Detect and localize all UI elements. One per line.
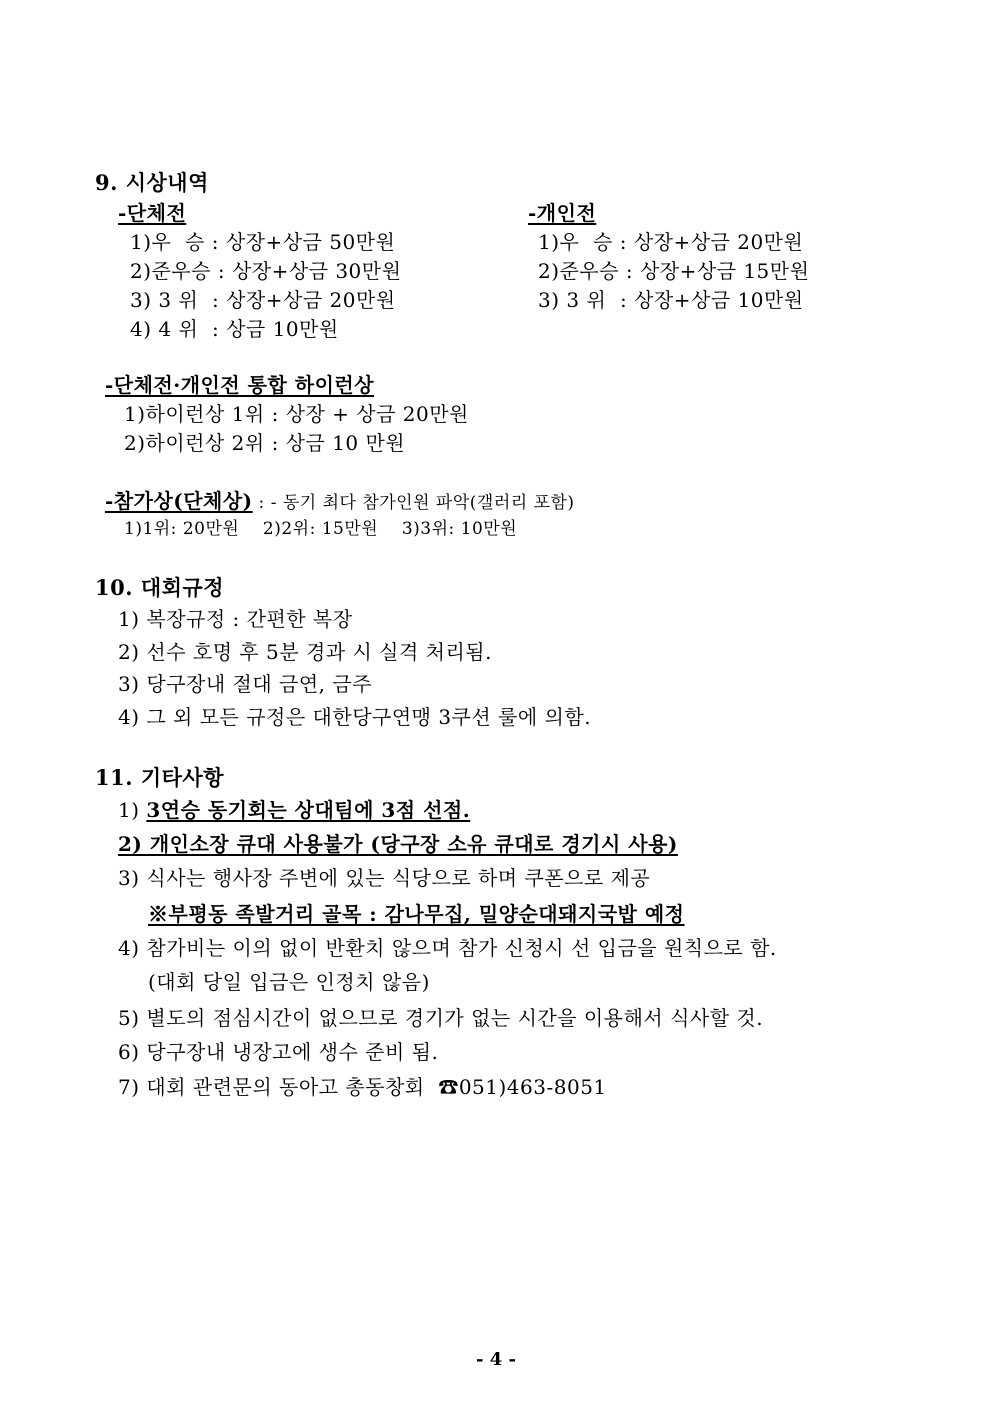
rule-item: 1) 복장규정 : 간편한 복장: [118, 607, 353, 631]
highrun-award-label: -단체전·개인전 통합 하이런상: [105, 373, 375, 397]
rule-item: 2) 선수 호명 후 5분 경과 시 실격 처리됨.: [118, 640, 492, 664]
misc-item-1-text: 3연승 동기회는 상대팀에 3점 선점.: [146, 798, 471, 822]
participation-award-label: -참가상(단체상): [105, 489, 253, 513]
team-prize-item: 4) 4 위 : 상금 10만원: [130, 317, 339, 341]
section-10-title: 10. 대회규정: [95, 575, 224, 600]
highrun-prize-item: 2)하이런상 2위 : 상금 10 만원: [124, 431, 406, 455]
misc-item-4: 4) 참가비는 이의 없이 반환치 않으며 참가 신청시 선 입금을 원칙으로 함.: [118, 936, 777, 960]
page-number: - 4 -: [476, 1349, 516, 1370]
misc-item-4-note: (대회 당일 입금은 인정치 않음): [148, 970, 430, 994]
participation-award-line: [105, 489, 575, 515]
team-prize-item: 3) 3 위 : 상장+상금 20만원: [130, 288, 396, 312]
misc-item-3-note: ※부평동 족발거리 골목 : 감나무집, 밀양순대돼지국밥 예정: [148, 902, 685, 926]
misc-item-7: 7) 대회 관련문의 동아고 총동창회 ☎051)463-8051: [118, 1075, 607, 1099]
misc-item-5: 5) 별도의 점심시간이 없으므로 경기가 없는 시간을 이용해서 식사할 것.: [118, 1006, 764, 1030]
participation-award-note: : - 동기 최다 참가인원 파악(갤러리 포함): [252, 493, 575, 513]
section-9-title: 9. 시상내역: [95, 170, 209, 195]
rule-item: 4) 그 외 모든 규정은 대한당구연맹 3쿠션 룰에 의함.: [118, 705, 592, 729]
section-11-title: 11. 기타사항: [95, 765, 224, 790]
misc-item-1: [118, 798, 470, 822]
individual-event-label: -개인전: [528, 201, 597, 225]
individual-prize-item: 2)준우승 : 상장+상금 15만원: [538, 259, 810, 283]
team-prize-item: 1)우 승 : 상장+상금 50만원: [130, 230, 396, 254]
misc-item-6: 6) 당구장내 냉장고에 생수 준비 됨.: [118, 1040, 439, 1064]
highrun-prize-item: 1)하이런상 1위 : 상장 + 상금 20만원: [124, 402, 469, 426]
individual-prize-item: 3) 3 위 : 상장+상금 10만원: [538, 288, 804, 312]
misc-item-2: 2) 개인소장 큐대 사용불가 (당구장 소유 큐대로 경기시 사용): [118, 832, 678, 856]
participation-prize-items: 1)1위: 20만원 2)2위: 15만원 3)3위: 10만원: [124, 519, 518, 539]
misc-item-1-number: 1): [118, 798, 147, 822]
team-prize-item: 2)준우승 : 상장+상금 30만원: [130, 259, 402, 283]
rule-item: 3) 당구장내 절대 금연, 금주: [118, 672, 373, 696]
team-event-label: -단체전: [118, 201, 187, 225]
misc-item-3: 3) 식사는 행사장 주변에 있는 식당으로 하며 쿠폰으로 제공: [118, 866, 651, 890]
individual-prize-item: 1)우 승 : 상장+상금 20만원: [538, 230, 804, 254]
